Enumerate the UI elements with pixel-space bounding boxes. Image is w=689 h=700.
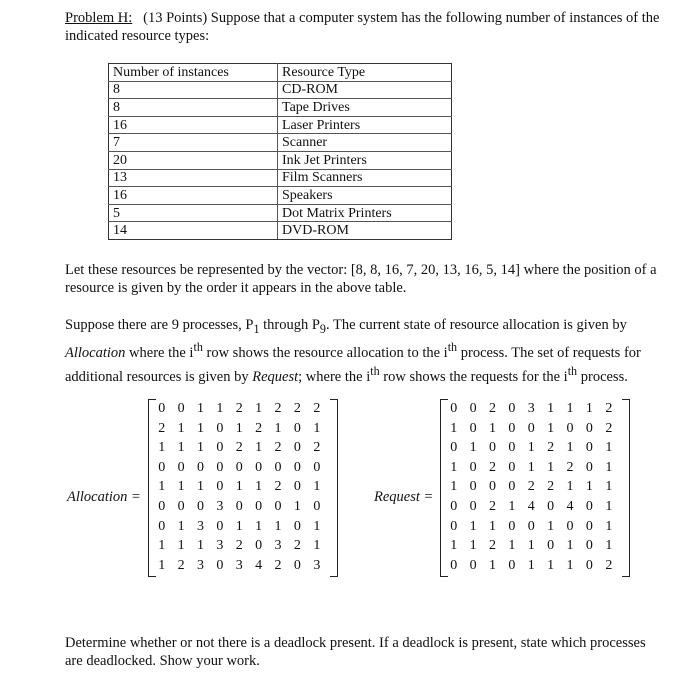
resource-table bbox=[108, 63, 452, 240]
matrix-row bbox=[152, 438, 334, 458]
table-row bbox=[109, 169, 452, 187]
table-row bbox=[109, 81, 452, 99]
matrix-cell: 1 bbox=[527, 557, 535, 573]
matrix-cell: 0 bbox=[293, 459, 301, 475]
matrix-cell: 0 bbox=[508, 557, 516, 573]
matrix-cell: 1 bbox=[527, 459, 535, 475]
matrix-cell: 0 bbox=[293, 479, 301, 495]
matrix-cell: 1 bbox=[450, 459, 458, 475]
matrix-row bbox=[152, 458, 334, 478]
matrix-cell: 1 bbox=[450, 538, 458, 554]
matrix-cell: 3 bbox=[196, 557, 204, 573]
matrix-cell: 2 bbox=[235, 440, 243, 456]
matrix-cell: 0 bbox=[469, 479, 477, 495]
table-row bbox=[109, 222, 452, 240]
instance-count-cell: 5 bbox=[109, 204, 278, 222]
matrix-cell: 0 bbox=[158, 401, 166, 416]
matrix-cell: 2 bbox=[177, 557, 185, 573]
matrix-cell: 1 bbox=[605, 538, 613, 554]
matrix-row bbox=[152, 419, 334, 439]
matrix-cell: 0 bbox=[177, 459, 185, 475]
matrix-cell: 1 bbox=[255, 440, 263, 456]
matrix-cell: 1 bbox=[216, 401, 224, 416]
matrix-cell: 1 bbox=[605, 440, 613, 456]
bracket-corner bbox=[622, 399, 629, 400]
matrix-cell: 0 bbox=[585, 420, 593, 436]
matrix-cell: 1 bbox=[177, 440, 185, 456]
matrix-cell: 0 bbox=[585, 538, 593, 554]
table-row bbox=[109, 151, 452, 169]
matrix-cell: 1 bbox=[235, 518, 243, 534]
matrix-cell: 1 bbox=[235, 479, 243, 495]
matrix-cell: 2 bbox=[605, 420, 613, 436]
matrix-cell: 2 bbox=[274, 479, 282, 495]
problem-intro bbox=[65, 9, 665, 45]
matrix-cell: 1 bbox=[158, 538, 166, 554]
resource-type-cell: Laser Printers bbox=[278, 116, 452, 134]
matrix-cell: 3 bbox=[313, 557, 321, 573]
matrix-cell: 2 bbox=[566, 459, 574, 475]
resource-type-cell: CD-ROM bbox=[278, 81, 452, 99]
resource-vector-paragraph: Let these resources be represented by the vector: [8, 8, 16, 7, 20, 13, 16, 5, 14] where the position of a resource is given by the order it appears in the above table. bbox=[65, 262, 657, 296]
resource-type-cell: Speakers bbox=[278, 187, 452, 205]
matrix-row bbox=[444, 438, 626, 458]
matrix-cell: 1 bbox=[605, 459, 613, 475]
matrix-cell: 1 bbox=[488, 518, 496, 534]
matrix-cell: 0 bbox=[508, 420, 516, 436]
table-row bbox=[109, 116, 452, 134]
matrix-cell: 0 bbox=[196, 498, 204, 514]
matrix-cell: 0 bbox=[527, 420, 535, 436]
resource-type-cell: DVD-ROM bbox=[278, 222, 452, 240]
matrix-cell: 1 bbox=[527, 440, 535, 456]
matrix-cell: 0 bbox=[293, 557, 301, 573]
matrix-cell: 0 bbox=[255, 538, 263, 554]
matrix-cell: 2 bbox=[488, 401, 496, 416]
matrix-row bbox=[444, 556, 626, 576]
matrix-cell: 1 bbox=[547, 420, 555, 436]
matrix-cell: 2 bbox=[235, 538, 243, 554]
matrix-cell: 4 bbox=[255, 557, 263, 573]
allocation-label: Allocation = bbox=[67, 489, 141, 505]
table-row bbox=[109, 99, 452, 117]
bracket-corner bbox=[441, 399, 448, 400]
matrix-cell: 0 bbox=[508, 479, 516, 495]
matrix-cell: 2 bbox=[605, 557, 613, 573]
matrix-cell: 0 bbox=[469, 459, 477, 475]
matrix-cell: 1 bbox=[469, 440, 477, 456]
matrix-cell: 1 bbox=[585, 401, 593, 416]
matrix-cell: 0 bbox=[216, 440, 224, 456]
matrix-row bbox=[444, 517, 626, 537]
matrix-cell: 0 bbox=[469, 420, 477, 436]
matrix-cell: 0 bbox=[585, 440, 593, 456]
matrix-cell: 1 bbox=[196, 401, 204, 416]
matrix-cell: 3 bbox=[235, 557, 243, 573]
matrix-cell: 2 bbox=[547, 440, 555, 456]
matrix-cell: 2 bbox=[274, 401, 282, 416]
matrix-cell: 2 bbox=[605, 401, 613, 416]
matrix-cell: 1 bbox=[566, 479, 574, 495]
matrix-row bbox=[152, 399, 334, 419]
matrix-cell: 1 bbox=[158, 479, 166, 495]
matrix-cell: 0 bbox=[508, 459, 516, 475]
matrix-cell: 0 bbox=[566, 518, 574, 534]
matrix-cell: 1 bbox=[196, 538, 204, 554]
matrix-cell: 0 bbox=[158, 498, 166, 514]
matrix-row bbox=[152, 497, 334, 517]
matrix-cell: 1 bbox=[196, 479, 204, 495]
matrix-cell: 1 bbox=[158, 557, 166, 573]
question-text: Determine whether or not there is a deadlock present. If a deadlock is present, state which processes are deadlocked. Show your work. bbox=[65, 635, 646, 669]
matrix-cell: 2 bbox=[255, 420, 263, 436]
matrix-row bbox=[152, 556, 334, 576]
matrix-cell: 2 bbox=[488, 459, 496, 475]
matrix-cell: 1 bbox=[274, 420, 282, 436]
matrix-cell: 1 bbox=[196, 420, 204, 436]
table-row bbox=[109, 204, 452, 222]
matrix-cell: 1 bbox=[177, 518, 185, 534]
matrix-cell: 1 bbox=[547, 459, 555, 475]
matrix-cell: 1 bbox=[605, 518, 613, 534]
instance-count-cell: 8 bbox=[109, 81, 278, 99]
matrix-cell: 2 bbox=[293, 401, 301, 416]
instance-count-cell: 14 bbox=[109, 222, 278, 240]
matrix-cell: 3 bbox=[216, 538, 224, 554]
matrix-cell: 1 bbox=[274, 518, 282, 534]
table-header-cell: Resource Type bbox=[278, 64, 452, 82]
matrix-cell: 0 bbox=[469, 557, 477, 573]
matrix-row bbox=[444, 399, 626, 419]
resource-type-cell: Tape Drives bbox=[278, 99, 452, 117]
matrix-cell: 1 bbox=[566, 538, 574, 554]
matrix-cell: 0 bbox=[488, 479, 496, 495]
matrix-cell: 2 bbox=[547, 479, 555, 495]
resource-type-cell: Film Scanners bbox=[278, 169, 452, 187]
matrix-cell: 0 bbox=[177, 498, 185, 514]
resource-type-cell: Dot Matrix Printers bbox=[278, 204, 452, 222]
matrix-cell: 1 bbox=[605, 498, 613, 514]
matrix-cell: 0 bbox=[274, 498, 282, 514]
matrix-cell: 0 bbox=[508, 401, 516, 416]
matrix-cell: 4 bbox=[566, 498, 574, 514]
matrix-row bbox=[444, 458, 626, 478]
resource-type-cell: Ink Jet Printers bbox=[278, 151, 452, 169]
matrix-cell: 0 bbox=[274, 459, 282, 475]
matrix-cell: 0 bbox=[313, 498, 321, 514]
matrix-cell: 1 bbox=[547, 401, 555, 416]
matrix-cell: 1 bbox=[547, 557, 555, 573]
matrix-cell: 0 bbox=[235, 459, 243, 475]
matrix-cell: 0 bbox=[547, 498, 555, 514]
table-row bbox=[109, 187, 452, 205]
matrix-cell: 1 bbox=[450, 420, 458, 436]
matrix-cell: 1 bbox=[547, 518, 555, 534]
instance-count-cell: 16 bbox=[109, 116, 278, 134]
matrix-cell: 0 bbox=[216, 518, 224, 534]
instance-count-cell: 13 bbox=[109, 169, 278, 187]
matrix-row bbox=[152, 477, 334, 497]
matrix-cell: 1 bbox=[177, 479, 185, 495]
matrix-cell: 1 bbox=[177, 420, 185, 436]
matrix-cell: 0 bbox=[293, 420, 301, 436]
matrix-cell: 0 bbox=[450, 440, 458, 456]
bracket-corner bbox=[330, 399, 337, 400]
bracket-corner bbox=[622, 576, 629, 577]
processes-paragraph: Suppose there are 9 processes, $P_1$ through $P_9$. The current state of resource allocation is given by Allocation where the $i^{th}$ row shows the resource allocation to the $i^{th}$ process. The set of requests for additional resources is given by Request; where the $i^{th}$ row shows the requests for the $i^{th}$ process. bbox=[65, 317, 641, 385]
matrix-cell: 1 bbox=[585, 479, 593, 495]
table-header-cell: Number of instances bbox=[109, 64, 278, 82]
matrix-cell: 0 bbox=[450, 401, 458, 416]
matrix-cell: 0 bbox=[508, 440, 516, 456]
bracket-corner bbox=[330, 576, 337, 577]
matrix-cell: 1 bbox=[469, 538, 477, 554]
matrix-cell: 0 bbox=[255, 459, 263, 475]
matrix-cell: 1 bbox=[196, 440, 204, 456]
matrix-cell: 1 bbox=[255, 401, 263, 416]
matrix-cell: 0 bbox=[216, 420, 224, 436]
matrix-cell: 2 bbox=[158, 420, 166, 436]
problem-intro-text: (13 Points) Suppose that a computer system has the following number of instances of the indicated resource types: bbox=[65, 10, 660, 44]
matrix-cell: 0 bbox=[566, 420, 574, 436]
matrix-cell: 0 bbox=[313, 459, 321, 475]
matrix-cell: 2 bbox=[488, 498, 496, 514]
matrix-cell: 1 bbox=[566, 440, 574, 456]
matrix-cell: 1 bbox=[313, 518, 321, 534]
matrix-cell: 1 bbox=[255, 518, 263, 534]
allocation-matrix bbox=[148, 399, 338, 577]
matrix-cell: 0 bbox=[216, 479, 224, 495]
matrix-cell: 1 bbox=[605, 479, 613, 495]
matrix-cell: 1 bbox=[508, 538, 516, 554]
matrix-cell: 0 bbox=[450, 518, 458, 534]
resource-type-cell: Scanner bbox=[278, 134, 452, 152]
matrix-cell: 1 bbox=[293, 498, 301, 514]
matrix-cell: 2 bbox=[235, 401, 243, 416]
matrix-cell: 3 bbox=[527, 401, 535, 416]
matrix-cell: 1 bbox=[566, 557, 574, 573]
matrix-row bbox=[444, 536, 626, 556]
matrix-cell: 1 bbox=[450, 479, 458, 495]
matrix-cell: 0 bbox=[293, 440, 301, 456]
matrix-cell: 0 bbox=[255, 498, 263, 514]
matrix-cell: 2 bbox=[488, 538, 496, 554]
matrix-cell: 1 bbox=[235, 420, 243, 436]
matrix-cell: 1 bbox=[488, 420, 496, 436]
matrix-cell: 0 bbox=[177, 401, 185, 416]
matrix-cell: 3 bbox=[274, 538, 282, 554]
instance-count-cell: 8 bbox=[109, 99, 278, 117]
matrix-cell: 1 bbox=[177, 538, 185, 554]
matrix-cell: 0 bbox=[469, 401, 477, 416]
table-header-row bbox=[109, 64, 452, 82]
matrix-cell: 0 bbox=[585, 557, 593, 573]
bracket-corner bbox=[149, 399, 156, 400]
matrix-cell: 0 bbox=[216, 557, 224, 573]
matrix-cell: 0 bbox=[585, 459, 593, 475]
matrix-cell: 2 bbox=[313, 440, 321, 456]
matrix-row bbox=[444, 477, 626, 497]
matrix-cell: 0 bbox=[450, 557, 458, 573]
table-row bbox=[109, 134, 452, 152]
matrix-cell: 3 bbox=[196, 518, 204, 534]
matrix-cell: 0 bbox=[216, 459, 224, 475]
matrix-cell: 1 bbox=[313, 420, 321, 436]
matrix-cell: 3 bbox=[216, 498, 224, 514]
matrix-cell: 2 bbox=[527, 479, 535, 495]
matrix-cell: 1 bbox=[158, 440, 166, 456]
matrix-cell: 0 bbox=[235, 498, 243, 514]
matrix-cell: 1 bbox=[313, 538, 321, 554]
matrix-cell: 0 bbox=[196, 459, 204, 475]
instance-count-cell: 7 bbox=[109, 134, 278, 152]
matrix-cell: 0 bbox=[293, 518, 301, 534]
matrix-cell: 1 bbox=[255, 479, 263, 495]
matrix-row bbox=[152, 517, 334, 537]
matrix-cell: 0 bbox=[158, 518, 166, 534]
matrix-cell: 1 bbox=[469, 518, 477, 534]
matrix-cell: 2 bbox=[293, 538, 301, 554]
instance-count-cell: 20 bbox=[109, 151, 278, 169]
matrix-cell: 0 bbox=[527, 518, 535, 534]
matrix-cell: 0 bbox=[469, 498, 477, 514]
matrix-cell: 0 bbox=[488, 440, 496, 456]
matrix-cell: 1 bbox=[527, 538, 535, 554]
matrix-cell: 4 bbox=[527, 498, 535, 514]
matrix-cell: 1 bbox=[566, 401, 574, 416]
bracket-corner bbox=[149, 576, 156, 577]
matrix-cell: 0 bbox=[585, 498, 593, 514]
instance-count-cell: 16 bbox=[109, 187, 278, 205]
matrix-cell: 1 bbox=[313, 479, 321, 495]
matrix-row bbox=[444, 419, 626, 439]
matrix-cell: 0 bbox=[450, 498, 458, 514]
problem-label: Problem H: bbox=[65, 10, 133, 26]
matrix-row bbox=[444, 497, 626, 517]
request-matrix bbox=[440, 399, 630, 577]
bracket-corner bbox=[441, 576, 448, 577]
matrix-cell: 0 bbox=[508, 518, 516, 534]
matrix-cell: 1 bbox=[488, 557, 496, 573]
matrix-cell: 2 bbox=[313, 401, 321, 416]
matrix-cell: 2 bbox=[274, 440, 282, 456]
matrix-cell: 2 bbox=[274, 557, 282, 573]
matrix-cell: 1 bbox=[508, 498, 516, 514]
request-label: Request = bbox=[374, 489, 434, 505]
matrix-row bbox=[152, 536, 334, 556]
matrix-cell: 0 bbox=[547, 538, 555, 554]
matrix-cell: 0 bbox=[585, 518, 593, 534]
matrix-cell: 0 bbox=[158, 459, 166, 475]
